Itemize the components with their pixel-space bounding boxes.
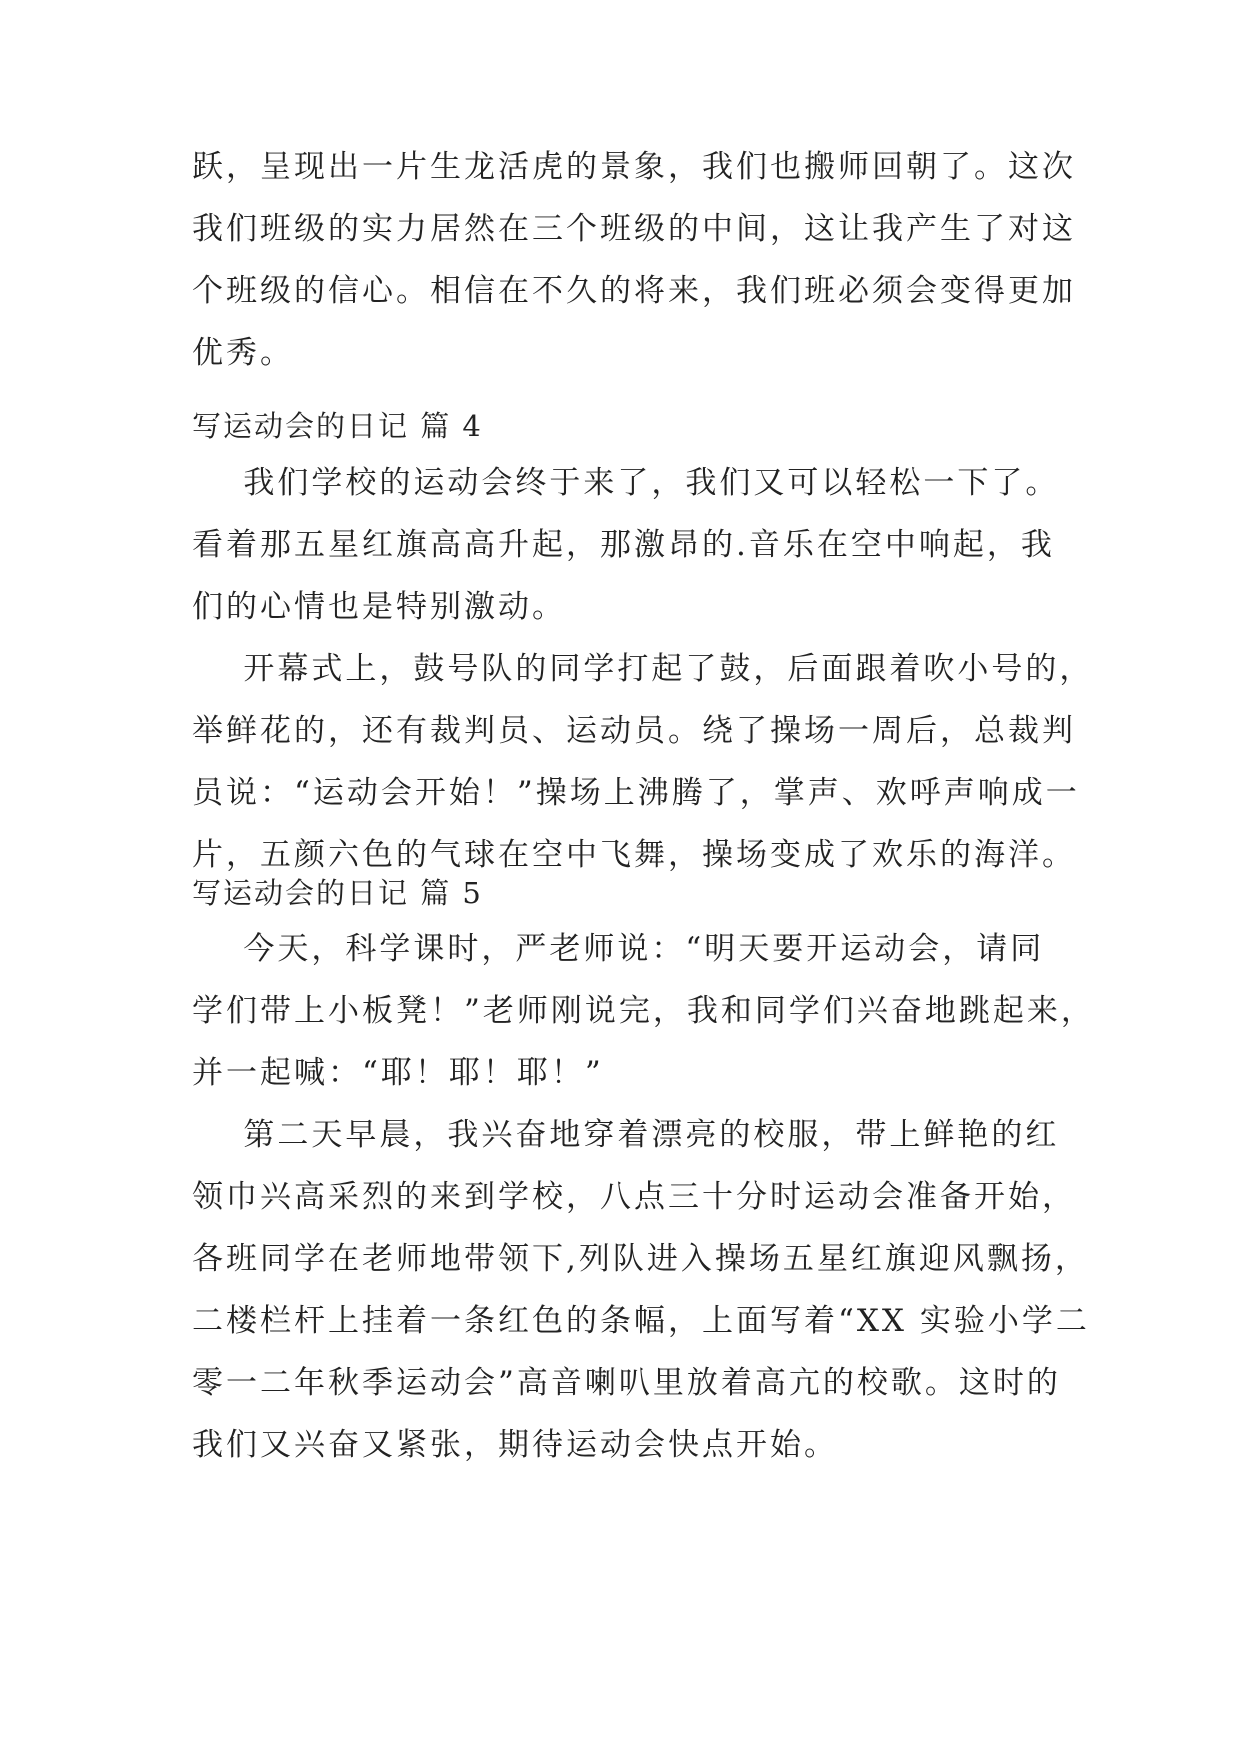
text-line: 举鲜花的，还有裁判员、运动员。绕了操场一周后，总裁判 (192, 713, 1076, 749)
text-line: 各班同学在老师地带领下,列队进入操场五星红旗迎风飘扬， (192, 1241, 1089, 1277)
section-title: 写运动会的日记 篇 5 (192, 876, 483, 910)
section-body-5 (192, 918, 1095, 1476)
section-title: 写运动会的日记 篇 4 (192, 409, 483, 443)
continuation-paragraph (192, 136, 1076, 384)
text-line: 我们班级的实力居然在三个班级的中间，这让我产生了对这 (192, 211, 1076, 247)
text-line: 第二天早晨，我兴奋地穿着漂亮的校服，带上鲜艳的红 (192, 1117, 1060, 1153)
text-line: 零一二年秋季运动会”高音喇叭里放着高亢的校歌。这时的 (192, 1365, 1061, 1401)
text-line: 我们又兴奋又紧张，期待运动会快点开始。 (192, 1427, 838, 1463)
text-line: 们的心情也是特别激动。 (192, 589, 566, 625)
text-line: 个班级的信心。相信在不久的将来，我们班必须会变得更加 (192, 273, 1076, 309)
section-heading-4 (192, 395, 1052, 457)
text-line: 片，五颜六色的气球在空中飞舞，操场变成了欢乐的海洋。 (192, 837, 1076, 873)
text-line: 看着那五星红旗高高升起，那激昂的.音乐在空中响起，我 (192, 527, 1055, 563)
text-line: 领巾兴高采烈的来到学校，八点三十分时运动会准备开始， (192, 1179, 1076, 1215)
text-line: 员说：“运动会开始！”操场上沸腾了，掌声、欢呼声响成一 (192, 775, 1080, 811)
text-line: 并一起喊：“耶！耶！耶！” (192, 1055, 604, 1091)
text-line: 开幕式上，鼓号队的同学打起了鼓，后面跟着吹小号的， (192, 651, 1094, 687)
text-line: 今天，科学课时，严老师说：“明天要开运动会，请同 (192, 931, 1045, 967)
text-line: 跃，呈现出一片生龙活虎的景象，我们也搬师回朝了。这次 (192, 149, 1076, 185)
text-line: 优秀。 (192, 335, 294, 371)
section-body-4 (192, 452, 1094, 886)
section-heading-5 (192, 862, 1052, 924)
text-line: 我们学校的运动会终于来了，我们又可以轻松一下了。 (192, 465, 1060, 501)
text-line: 二楼栏杆上挂着一条红色的条幅，上面写着“XX 实验小学二 (192, 1303, 1090, 1339)
text-line: 学们带上小板凳！”老师刚说完，我和同学们兴奋地跳起来， (192, 993, 1095, 1029)
